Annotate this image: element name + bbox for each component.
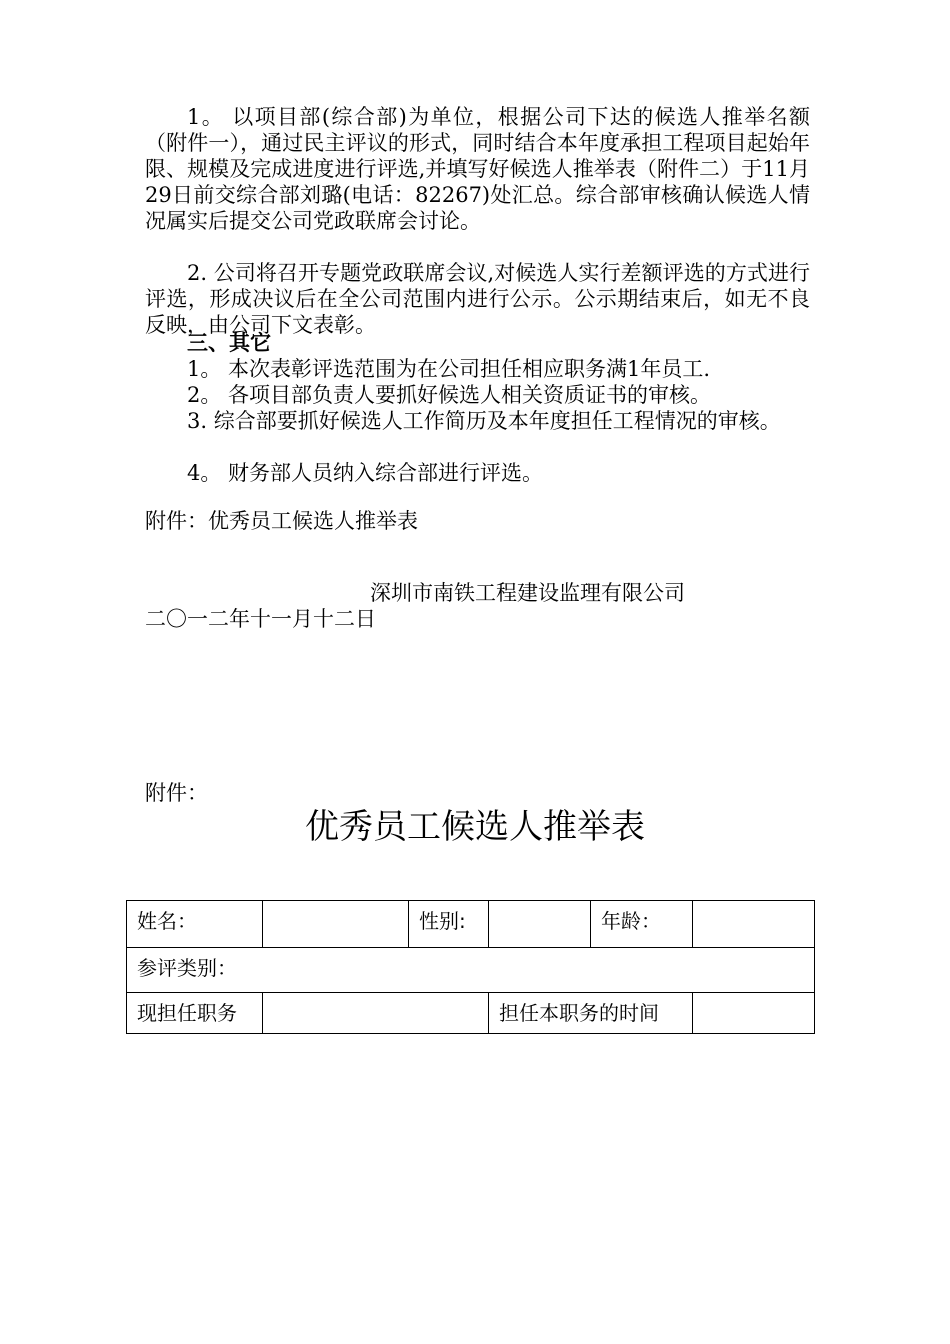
section-heading-others: 三、其它: [187, 330, 271, 355]
tenure-field[interactable]: [693, 993, 815, 1034]
others-item-4: 4。 财务部人员纳入综合部进行评选。: [187, 461, 544, 485]
others-item-2: 2。 各项目部负责人要抓好候选人相关资质证书的审核。: [187, 383, 712, 407]
candidate-form-table: [126, 900, 815, 1034]
category-field[interactable]: 参评类别：: [127, 948, 815, 993]
attachment-line: 附件：优秀员工候选人推举表: [145, 509, 418, 533]
form-title: 优秀员工候选人推举表: [305, 807, 645, 847]
position-field[interactable]: [263, 993, 489, 1034]
position-label: 现担任职务: [127, 993, 263, 1034]
name-label: 姓名：: [127, 901, 263, 948]
others-item-3: 3. 综合部要抓好候选人工作简历及本年度担任工程情况的审核。: [187, 409, 781, 433]
others-item-1: 1。 本次表彰评选范围为在公司担任相应职务满1年员工.: [187, 357, 711, 381]
gender-field[interactable]: [489, 901, 591, 948]
paragraph-1: 1。 以项目部(综合部)为单位，根据公司下达的候选人推举名额（附件一），通过民主评议的形式，同时结合本年度承担工程项目起始年限、规模及完成进度进行评选,并填写好候选人推举表（附件二）于11月29日前交综合部刘璐(电话：82267)处汇总。综合部审核确认候选人情况属实后提交公司党政联席会讨论。: [145, 105, 810, 233]
gender-label: 性别:: [409, 901, 489, 948]
paragraph-2: 2. 公司将召开专题党政联席会议,对候选人实行差额评选的方式进行评选，形成决议后在全公司范围内进行公示。公示期结束后，如无不良反映，由公司下文表彰。: [145, 261, 810, 337]
age-field[interactable]: [693, 901, 815, 948]
tenure-label: 担任本职务的时间: [489, 993, 693, 1034]
appendix-label: 附件：: [145, 781, 208, 805]
company-name: 深圳市南铁工程建设监理有限公司: [370, 581, 685, 605]
document-date: 二〇一二年十一月十二日: [145, 607, 376, 631]
name-field[interactable]: [263, 901, 409, 948]
age-label: 年龄：: [591, 901, 693, 948]
